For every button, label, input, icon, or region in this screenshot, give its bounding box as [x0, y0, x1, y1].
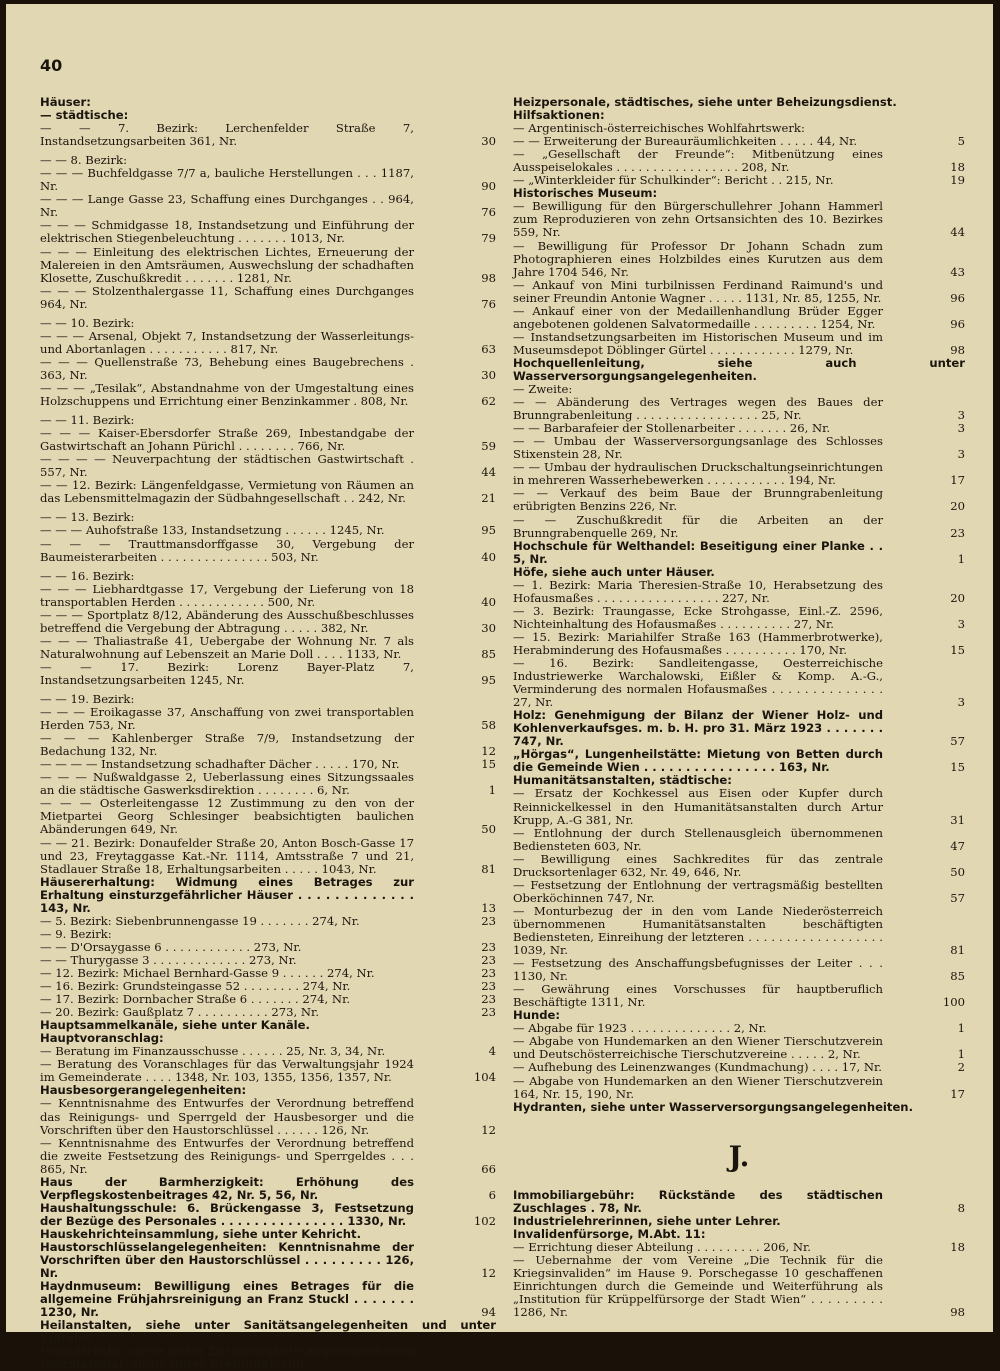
- index-entry: [40, 1058, 496, 1084]
- index-entry: [40, 609, 496, 635]
- index-entry: [40, 1176, 496, 1202]
- entry-reference: 15: [481, 757, 496, 772]
- entry-text: — Bewilligung eines Sachkredites für das zentrale Drucksortenlager 632, Nr. 49, 646, Nr.: [513, 851, 883, 879]
- entry-text: — Bewilligung für den Bürgerschullehrer Johann Hammerl zum Reproduzieren von zehn Ortsansichten des 10. Bezirkes 559, Nr.: [513, 199, 883, 240]
- index-entry: [513, 605, 965, 631]
- index-entry: [40, 524, 496, 537]
- entry-text: — „Gesellschaft der Freunde“: Mitbenützung eines Ausspeiselokales . . . . . . . . . . . . . . . . . 208, Nr.: [513, 147, 883, 175]
- entry-text: Häuser:: [40, 95, 91, 109]
- entry-text: Holz: Genehmigung der Bilanz der Wiener Holz- und Kohlenverkaufsges. m. b. H. pro 31. März 1923 . . . . . . . 747, Nr.: [513, 708, 883, 749]
- index-entry: [513, 827, 965, 853]
- index-entry: [513, 579, 965, 605]
- entry-reference: 23: [481, 939, 496, 954]
- entry-reference: 3: [957, 447, 965, 462]
- entry-text: Heizpersonale, städtisches, siehe unter Beheizungsdienst.: [513, 95, 897, 109]
- entry-text: — — — Osterleitengasse 12 Zustimmung zu den von der Mietpartei Georg Schlesinger beabsichtigten baulichen Abänderungen 649, Nr.: [40, 796, 414, 837]
- right-column: [513, 96, 965, 1319]
- page-number: 40: [40, 56, 63, 75]
- index-entry: [40, 330, 496, 356]
- index-entry: [513, 905, 965, 957]
- entry-reference: 81: [950, 943, 965, 958]
- index-entry: [40, 356, 496, 382]
- entry-reference: 13: [481, 900, 496, 915]
- right-column-j-entries: [513, 1189, 965, 1319]
- index-entry: [40, 427, 496, 453]
- entry-reference: 6: [488, 1187, 496, 1202]
- index-entry: [40, 453, 496, 479]
- index-entry: [40, 732, 496, 758]
- entry-reference: 30: [481, 134, 496, 149]
- entry-text: — Beratung des Voranschlages für das Verwaltungsjahr 1924 im Gemeinderate . . . . 1348, Nr. 103, 1355, 1356, 1357, Nr.: [40, 1057, 414, 1085]
- entry-text: — Entlohnung der durch Stellenausgleich übernommenen Bediensteten 603, Nr.: [513, 825, 883, 853]
- entry-text: — Ankauf von Mini turbilnissen Ferdinand Raimund's und seiner Freundin Antonie Wagner . . . . . 1131, Nr. 85, 1255, Nr.: [513, 277, 883, 305]
- entry-text: — „Winterkleider für Schulkinder“: Bericht . . 215, Nr.: [513, 173, 834, 188]
- entry-reference: 47: [950, 838, 965, 853]
- entry-reference: 5: [957, 134, 965, 149]
- index-entry: [513, 514, 965, 540]
- entry-text: — Festsetzung des Anschaffungsbefugnisses der Leiter . . . 1130, Nr.: [513, 956, 883, 984]
- index-entry: [513, 1189, 965, 1215]
- index-entry: [513, 657, 965, 709]
- entry-reference: 57: [950, 734, 965, 749]
- entry-text: — — — Stolzenthalergasse 11, Schaffung eines Durchganges 964, Nr.: [40, 283, 414, 311]
- entry-reference: 95: [481, 523, 496, 538]
- entry-text: — — 13. Bezirk:: [40, 510, 135, 525]
- entry-text: — Errichtung dieser Abteilung . . . . . . . . . 206, Nr.: [513, 1239, 811, 1254]
- index-entry: [40, 167, 496, 193]
- entry-text: — — Thurygasse 3 . . . . . . . . . . . . . 273, Nr.: [40, 952, 297, 967]
- entry-text: — — — Nußwaldgasse 2, Ueberlassung eines Sitzungssaales an die städtische Gaswerksdirektion . . . . . . . . 6, Nr.: [40, 770, 414, 798]
- index-entry: [40, 706, 496, 732]
- index-entry: [513, 305, 965, 331]
- index-entry: [513, 566, 965, 579]
- index-entry: [513, 957, 965, 983]
- index-entry: [40, 1241, 496, 1280]
- entry-reference: 81: [481, 861, 496, 876]
- index-entry: [40, 570, 496, 583]
- entry-reference: 15: [950, 760, 965, 775]
- index-entry: [40, 928, 496, 941]
- entry-reference: 98: [950, 1305, 965, 1320]
- entry-text: Hunde:: [513, 1008, 561, 1023]
- entry-text: — 20. Bezirk: Gaußplatz 7 . . . . . . . . . . 273, Nr.: [40, 1005, 320, 1020]
- index-entry: [40, 193, 496, 219]
- entry-text: — 1. Bezirk: Maria Theresien-Straße 10, Herabsetzung des Hofausmaßes . . . . . . . . . . . . . . . . . 227, Nr.: [513, 577, 883, 605]
- entry-reference: 8: [957, 1200, 965, 1215]
- entry-text: — 9. Bezirk:: [40, 926, 112, 941]
- index-entry: [513, 709, 965, 748]
- entry-reference: 85: [950, 969, 965, 984]
- index-entry: [513, 487, 965, 513]
- entry-reference: 1: [957, 1021, 965, 1036]
- entry-text: — — Zuschußkredit für die Arbeiten an der Brunngrabenquelle 269, Nr.: [513, 512, 883, 540]
- entry-text: — Kenntnisnahme des Entwurfes der Verordnung betreffend die zweite Festsetzung des Reinigungs- und Sperrgeldes . . . 865, Nr.: [40, 1135, 414, 1176]
- entry-text: — — — Auhofstraße 133, Instandsetzung . . . . . . 1245, Nr.: [40, 523, 385, 538]
- index-entry: [513, 1215, 965, 1228]
- index-entry: [513, 279, 965, 305]
- entry-text: — — — Trauttmansdorffgasse 30, Vergebung der Baumeisterarbeiten . . . . . . . . . . . . . . . 503, Nr.: [40, 536, 414, 564]
- entry-text: — — 16. Bezirk:: [40, 568, 135, 583]
- entry-reference: 79: [481, 231, 496, 246]
- index-entry: [40, 837, 496, 876]
- entry-text: — — 11. Bezirk:: [40, 413, 135, 428]
- index-entry: [513, 200, 965, 239]
- entry-text: — — — Buchfeldgasse 7/7 a, bauliche Herstellungen . . . 1187, Nr.: [40, 166, 414, 194]
- entry-reference: 3: [957, 616, 965, 631]
- index-entry: [513, 787, 965, 826]
- entry-reference: 76: [481, 296, 496, 311]
- entry-reference: 1: [488, 783, 496, 798]
- entry-reference: 95: [481, 672, 496, 687]
- entry-reference: 1: [957, 1047, 965, 1062]
- entry-reference: 18: [950, 160, 965, 175]
- entry-reference: 12: [481, 744, 496, 759]
- index-entry: [513, 1241, 965, 1254]
- entry-text: — — — — Instandsetzung schadhafter Dächer . . . . . 170, Nr.: [40, 757, 400, 772]
- entry-reference: 40: [481, 594, 496, 609]
- entry-text: — Bewilligung für Professor Dr Johann Schadn zum Photographieren eines Holzbildes eines Kurutzen aus dem Jahre 1704 546, Nr.: [513, 238, 883, 279]
- entry-text: — 15. Bezirk: Mariahilfer Straße 163 (Hammerbrotwerke), Herabminderung des Hofausmaßes . . . . . . . . . . 170, Nr.: [513, 629, 883, 657]
- entry-text: „Hörgas“, Lungenheilstätte: Mietung von Betten durch die Gemeinde Wien . . . . . . . . . . . . . . . . 163, Nr.: [513, 747, 883, 775]
- index-entry: [513, 879, 965, 905]
- index-entry: [513, 240, 965, 279]
- index-entry: [40, 1097, 496, 1136]
- entry-reference: 96: [950, 316, 965, 331]
- entry-text: — — 8. Bezirk:: [40, 153, 127, 168]
- entry-reference: 21: [481, 491, 496, 506]
- entry-reference: 85: [481, 646, 496, 661]
- entry-text: — Uebernahme der vom Vereine „Die Technik für die Kriegsinvaliden“ im Hause 9. Porschegasse 10 geschaffenen Einrichtungen durch die Gemeinde und Weiterführung als „Institution für Krüppelfürsorge der Stadt Wien“ . . . . . . . . . 1286, Nr.: [513, 1252, 883, 1320]
- entry-reference: 100: [942, 995, 965, 1010]
- entry-text: — Abgabe für 1923 . . . . . . . . . . . . . . 2, Nr.: [513, 1021, 767, 1036]
- entry-text: — — — Quellenstraße 73, Behebung eines Baugebrechens . 363, Nr.: [40, 354, 414, 382]
- entry-text: Hausbesorgerangelegenheiten:: [40, 1083, 247, 1098]
- index-entry: [40, 876, 496, 915]
- index-entry: [40, 661, 496, 687]
- right-column-h-entries: [513, 96, 965, 1114]
- entry-reference: 104: [473, 1070, 496, 1085]
- entry-reference: 23: [481, 913, 496, 928]
- entry-reference: 23: [481, 952, 496, 967]
- entry-text: — städtische:: [40, 108, 129, 123]
- entry-text: — 16. Bezirk: Grundsteingasse 52 . . . . . . . . 274, Nr.: [40, 979, 351, 994]
- entry-text: — Kenntnisnahme des Entwurfes der Verordnung betreffend das Reinigungs- und Sperrgeld der Hausbesorger und die Vorschriften über den Haustorschlüssel . . . . . . 126, Nr.: [40, 1096, 414, 1137]
- index-entry: [40, 317, 496, 330]
- left-column: [40, 96, 496, 1371]
- entry-text: Immobiliargebühr: Rückstände des städtischen Zuschlages . 78, Nr.: [513, 1187, 883, 1215]
- entry-reference: 43: [950, 264, 965, 279]
- entry-text: — — Abänderung des Vertrages wegen des Baues der Brunngrabenleitung . . . . . . . . . . . . . . . . . 25, Nr.: [513, 395, 883, 423]
- entry-reference: 30: [481, 367, 496, 382]
- entry-reference: 23: [950, 525, 965, 540]
- entry-reference: 17: [950, 1086, 965, 1101]
- index-entry: [40, 771, 496, 797]
- entry-reference: 40: [481, 549, 496, 564]
- entry-reference: 76: [481, 205, 496, 220]
- entry-text: — — — Liebhardtgasse 17, Vergebung der Lieferung von 18 transportablen Herden . . . . . . . . . . . . 500, Nr.: [40, 581, 414, 609]
- entry-reference: 23: [481, 1005, 496, 1020]
- index-entry: [513, 631, 965, 657]
- entry-text: — — — Einleitung des elektrischen Lichtes, Erneuerung der Malereien in den Amtsräumen, Auswechslung der schadhaften Klosette, Zuschußkredit . . . . . . . 1281, Nr.: [40, 244, 414, 285]
- entry-text: — — 21. Bezirk: Donaufelder Straße 20, Anton Bosch-Gasse 17 und 23, Freytaggasse Kat.-Nr. 1114, Amtsstraße 7 und 21, Stadlauer Straße 18, Erhaltungsarbeiten . . . . . 1043, Nr.: [40, 835, 414, 876]
- index-entry: [513, 1075, 965, 1101]
- entry-text: Hauptvoranschlag:: [40, 1031, 164, 1046]
- entry-reference: 15: [950, 642, 965, 657]
- entry-text: Hydranten, siehe unter Wasserversorgungsangelegenheiten.: [513, 1099, 913, 1114]
- entry-reference: 23: [481, 992, 496, 1007]
- entry-reference: 57: [950, 890, 965, 905]
- entry-text: — — 12. Bezirk: Längenfeldgasse, Vermietung von Räumen an das Lebensmittelmagazin der Südbahngesellschaft . . 242, Nr.: [40, 478, 414, 506]
- index-entry: [40, 915, 496, 928]
- entry-text: — — Verkauf des beim Baue der Brunngrabenleitung erübrigten Benzins 226, Nr.: [513, 486, 883, 514]
- index-entry: [513, 1035, 965, 1061]
- entry-text: — — 17. Bezirk: Lorenz Bayer-Platz 7, Instandsetzungsarbeiten 1245, Nr.: [40, 659, 414, 687]
- index-entry: [513, 396, 965, 422]
- entry-text: Industrielehrerinnen, siehe unter Lehrer.: [513, 1213, 781, 1228]
- entry-text: Haus der Barmherzigkeit: Erhöhung des Verpflegskostenbeitrages 42, Nr. 5, 56, Nr.: [40, 1174, 414, 1202]
- index-entry: [40, 635, 496, 661]
- index-entry: [40, 1280, 496, 1319]
- entry-text: Haustorschlüsselangelegenheiten: Kenntnisnahme der Vorschriften über den Haustorschlüssel . . . . . . . . . 126, Nr.: [40, 1239, 414, 1281]
- index-entry: [40, 583, 496, 609]
- entry-text: — — — Schmidgasse 18, Instandsetzung und Einführung der elektrischen Stiegenbeleuchtung . . . . . . . 1013, Nr.: [40, 218, 414, 246]
- entry-reference: 17: [950, 473, 965, 488]
- index-entry: [513, 540, 965, 566]
- entry-text: Hochschule für Welthandel: Beseitigung einer Planke . . 5, Nr.: [513, 538, 883, 566]
- entry-text: — Beratung im Finanzausschusse . . . . . . 25, Nr. 3, 34, Nr.: [40, 1044, 386, 1059]
- entry-reference: 98: [481, 270, 496, 285]
- entry-text: — Abgabe von Hundemarken an den Wiener Tierschutzverein und Deutschösterreichische Tierschutzvereine . . . . . 2, Nr.: [513, 1034, 883, 1062]
- entry-text: — 17. Bezirk: Dornbacher Straße 6 . . . . . . . 274, Nr.: [40, 992, 351, 1007]
- entry-text: — 12. Bezirk: Michael Bernhard-Gasse 9 . . . . . . 274, Nr.: [40, 966, 375, 980]
- entry-text: — Aufhebung des Leinenzwanges (Kundmachung) . . . . 17, Nr.: [513, 1060, 882, 1075]
- index-entry: [513, 435, 965, 461]
- index-entry: [513, 1061, 965, 1074]
- entry-text: Hilfsaktionen:: [513, 108, 605, 123]
- entry-text: — Zweite:: [513, 382, 573, 397]
- entry-reference: 50: [481, 822, 496, 837]
- entry-text: — — Umbau der Wasserversorgungsanlage des Schlosses Stixenstein 28, Nr.: [513, 434, 883, 462]
- entry-reference: 19: [950, 173, 965, 188]
- entry-text: Humanitätsanstalten, städtische:: [513, 773, 732, 788]
- entry-text: — — 10. Bezirk:: [40, 315, 135, 330]
- entry-text: — — Erweiterung der Bureauräumlichkeiten . . . . . 44, Nr.: [513, 134, 858, 149]
- entry-reference: 96: [950, 290, 965, 305]
- entry-text: Höfe, siehe auch unter Häuser.: [513, 564, 715, 579]
- entry-text: — — D'Orsaygasse 6 . . . . . . . . . . . . 273, Nr.: [40, 939, 302, 954]
- entry-text: — Argentinisch-österreichisches Wohlfahrtswerk:: [513, 121, 805, 136]
- entry-text: — Gewährung eines Vorschusses für hauptberuflich Beschäftigte 1311, Nr.: [513, 982, 883, 1010]
- entry-reference: 23: [481, 979, 496, 994]
- entry-text: — Ankauf einer von der Medaillenhandlung Brüder Egger angebotenen goldenen Salvatormedaille . . . . . . . . . 1254, Nr.: [513, 303, 883, 331]
- index-entry: [513, 983, 965, 1009]
- entry-text: Haushaltungsschule: 6. Brückengasse 3, Festsetzung der Bezüge des Personales . . . . . . . . . . . . . . . 1330, Nr.: [40, 1200, 414, 1228]
- entry-text: Hauptsammelkanäle, siehe unter Kanäle.: [40, 1018, 310, 1033]
- entry-reference: 58: [481, 718, 496, 733]
- entry-reference: 63: [481, 341, 496, 356]
- entry-reference: 30: [481, 620, 496, 635]
- entry-reference: 102: [473, 1213, 496, 1228]
- entry-text: — — Barbarafeier der Stollenarbeiter . . . . . . . 26, Nr.: [513, 421, 831, 436]
- entry-text: — — 7. Bezirk: Lerchenfelder Straße 7, Instandsetzungsarbeiten 361, Nr.: [40, 121, 414, 149]
- index-entry: [513, 853, 965, 879]
- entry-reference: 94: [481, 1305, 496, 1320]
- entry-reference: 98: [950, 342, 965, 357]
- index-entry: [40, 797, 496, 836]
- entry-text: — — — Thaliastraße 41, Uebergabe der Wohnung Nr. 7 als Naturalwohnung auf Lebenszeit an Marie Doll . . . . 1133, Nr.: [40, 633, 414, 661]
- index-entry: [40, 1137, 496, 1176]
- entry-text: — — — Lange Gasse 23, Schaffung eines Durchganges . . 964, Nr.: [40, 192, 414, 220]
- entry-reference: 90: [481, 179, 496, 194]
- entry-text: — Instandsetzungsarbeiten im Historischen Museum und im Museumsdepot Döblinger Gürtel . . . . . . . . . . . . 1279, Nr.: [513, 329, 883, 357]
- index-entry: [40, 479, 496, 505]
- entry-text: Historisches Museum:: [513, 186, 658, 201]
- entry-text: — Monturbezug der in den vom Lande Niederösterreich übernommenen Humanitätsanstalten beschäftigten Bediensteten, Einreihung der letzteren . . . . . . . . . . . . . . . . . . 1039, Nr.: [513, 903, 883, 958]
- entry-text: Hochquellenleitung, siehe auch unter Wasserversorgungsangelegenheiten.: [513, 355, 965, 383]
- entry-text: — — — Arsenal, Objekt 7, Instandsetzung der Wasserleitungs- und Abortanlagen . . . . . . . . . . . 817, Nr.: [40, 328, 414, 356]
- entry-text: — — — „Tesilak“, Abstandnahme von der Umgestaltung eines Holzschuppens und Errichtung einer Benzinkammer . 808, Nr.: [40, 380, 414, 409]
- index-entry: [513, 148, 965, 174]
- entry-text: — — — Kahlenberger Straße 7/9, Instandsetzung der Bedachung 132, Nr.: [40, 731, 414, 759]
- entry-text: — 16. Bezirk: Sandleitengasse, Oesterreichische Industriewerke Warchalowski, Eißler & Komp. A.-G., Verminderung des normalen Hofausmaßes . . . . . . . . . . . . . . 27, Nr.: [513, 656, 883, 710]
- entry-text: — Festsetzung der Entlohnung der vertragsmäßig bestellten Oberköchinnen 747, Nr.: [513, 877, 883, 905]
- entry-reference: 23: [481, 966, 496, 980]
- entry-text: Heimatrecht, siehe unter Zuständigkeitsangelegenheiten.: [40, 1344, 421, 1359]
- entry-text: Heizmaterial, siehe unter Brennmaterial.: [40, 1357, 309, 1371]
- entry-reference: 4: [488, 1044, 496, 1059]
- entry-text: — 3. Bezirk: Traungasse, Ecke Strohgasse, Einl.-Z. 2596, Nichteinhaltung des Hofausmaßes . . . . . . . . . . 27, Nr.: [513, 603, 883, 631]
- index-entry: [513, 748, 965, 774]
- entry-text: — — — Kaiser-Ebersdorfer Straße 269, Inbestandgabe der Gastwirtschaft an Johann Pürichl . . . . . . . . 766, Nr.: [40, 426, 414, 454]
- entry-text: — — — Eroikagasse 37, Anschaffung von zwei transportablen Herden 753, Nr.: [40, 705, 414, 733]
- entry-reference: 3: [957, 695, 965, 710]
- entry-reference: 66: [481, 1161, 496, 1176]
- entry-reference: 3: [957, 421, 965, 436]
- index-entry: [40, 1358, 496, 1371]
- index-entry: [513, 331, 965, 357]
- entry-text: Häusererhaltung: Widmung eines Betrages zur Erhaltung einsturzgefährlicher Häuser . . . . . . . . . . . . . 143, Nr.: [40, 874, 414, 915]
- entry-text: — 5. Bezirk: Siebenbrunnengasse 19 . . . . . . . 274, Nr.: [40, 913, 360, 928]
- entry-text: — — — — Neuverpachtung der städtischen Gastwirtschaft . 557, Nr.: [40, 452, 414, 480]
- entry-text: Invalidenfürsorge, M.Abt. 11:: [513, 1226, 706, 1241]
- index-entry: [40, 382, 496, 408]
- section-letter: J.: [728, 1139, 750, 1173]
- entry-text: Haydnmuseum: Bewilligung eines Betrages für die allgemeine Frühjahrsreinigung an Franz Stuckl . . . . . . . 1230, Nr.: [40, 1279, 414, 1320]
- entry-text: — Abgabe von Hundemarken an den Wiener Tierschutzverein 164, Nr. 15, 190, Nr.: [513, 1073, 883, 1101]
- entry-text: Heilanstalten, siehe unter Sanitätsangelegenheiten und unter Spitäler.: [40, 1318, 496, 1346]
- index-entry: [513, 1101, 965, 1114]
- entry-reference: 12: [481, 1266, 496, 1281]
- index-entry: [513, 357, 965, 383]
- entry-reference: 12: [481, 1122, 496, 1137]
- entry-reference: 20: [950, 499, 965, 514]
- index-entry: [40, 538, 496, 564]
- index-entry: [40, 1202, 496, 1228]
- entry-reference: 59: [481, 439, 496, 454]
- entry-text: Hauskehrichteinsammlung, siehe unter Kehricht.: [40, 1226, 361, 1241]
- entry-reference: 18: [950, 1239, 965, 1254]
- entry-reference: 2: [957, 1060, 965, 1075]
- index-entry: [40, 1319, 496, 1345]
- document-page: [6, 4, 993, 1371]
- index-entry: [40, 246, 496, 285]
- entry-text: — — Umbau der hydraulischen Druckschaltungseinrichtungen in mehreren Wasserhebewerken . . . . . . . . . . . 194, Nr.: [513, 460, 883, 488]
- index-entry: [40, 941, 496, 954]
- entry-reference: 50: [950, 864, 965, 879]
- entry-reference: 44: [950, 225, 965, 240]
- entry-reference: 31: [950, 812, 965, 827]
- entry-reference: 1: [957, 551, 965, 566]
- entry-reference: 44: [481, 465, 496, 480]
- index-entry: [513, 1254, 965, 1319]
- index-entry: [40, 285, 496, 311]
- entry-text: — Ersatz der Kochkessel aus Eisen oder Kupfer durch Reinnickelkessel in den Humanitätsanstalten durch Artur Krupp, A.-G 381, Nr.: [513, 786, 883, 827]
- entry-reference: 62: [481, 394, 496, 409]
- entry-reference: 20: [950, 590, 965, 605]
- index-entry: [40, 219, 496, 245]
- index-entry: [40, 1345, 496, 1358]
- entry-text: — — 19. Bezirk:: [40, 692, 135, 707]
- entry-text: — — — Sportplatz 8/12, Abänderung des Ausschußbeschlusses betreffend die Vergebung der Abtragung . . . . . 382, Nr.: [40, 607, 414, 635]
- index-entry: [513, 1228, 965, 1241]
- index-entry: [40, 122, 496, 148]
- index-entry: [513, 461, 965, 487]
- entry-reference: 3: [957, 408, 965, 423]
